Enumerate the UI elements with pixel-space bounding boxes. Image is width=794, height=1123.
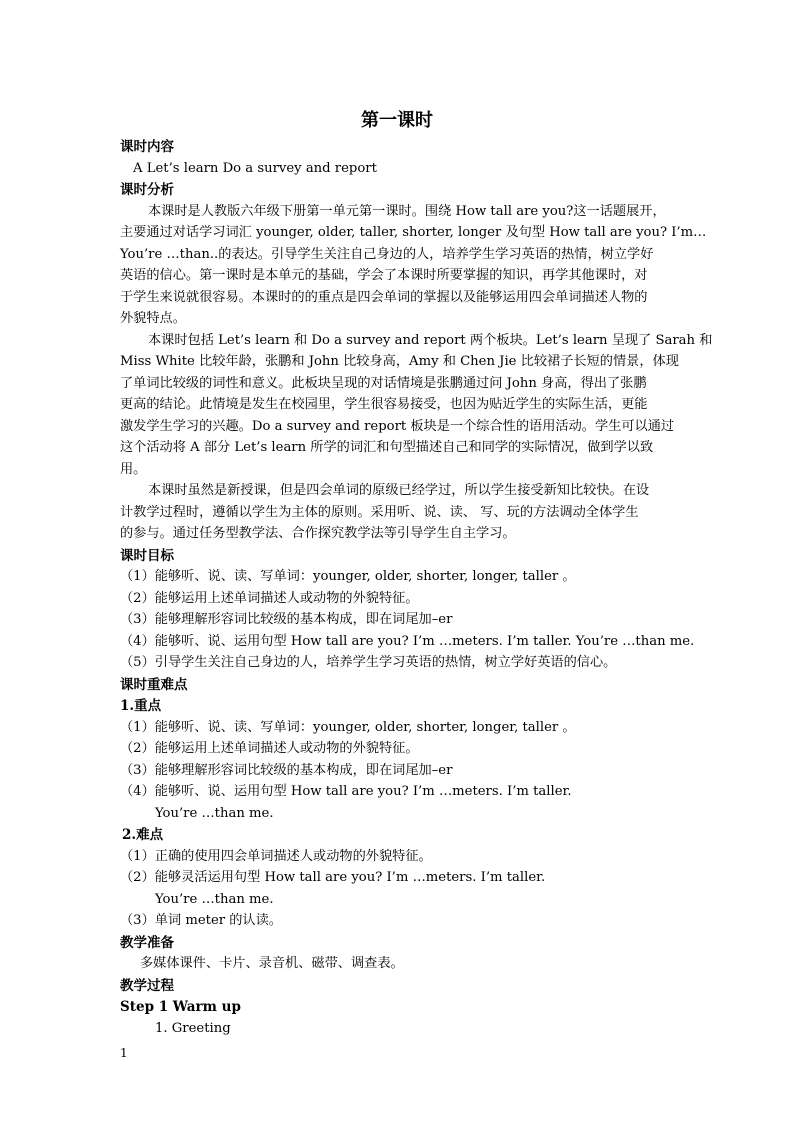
analysis-p1-line: 外貌特点。 xyxy=(120,311,186,326)
analysis-p2-line: Miss White 比较年龄，张鹏和 John 比较身高，Amy 和 Chen Jie 比较裙子长短的情景，体现 xyxy=(120,354,679,369)
preparation-line: 多媒体课件、卡片、录音机、磁带、调查表。 xyxy=(140,956,404,971)
section-heading-preparation: 教学准备 xyxy=(120,935,174,951)
goal-item: （3）能够理解形容词比较级的基本构成，即在词尾加–er xyxy=(120,612,453,627)
content-line: A Let’s learn Do a survey and report xyxy=(133,161,377,176)
page-number: 1 xyxy=(120,1046,128,1060)
analysis-p3-line: 的参与。通过任务型教学法、合作探究教学法等引导学生自主学习。 xyxy=(120,526,516,541)
analysis-p3-line: 本课时虽然是新授课，但是四会单词的原级已经学过，所以学生接受新知比较快。在设 xyxy=(148,483,650,498)
analysis-p2-line: 更高的结论。此情境是发生在校园里，学生很容易接受，也因为贴近学生的实际生活，更能 xyxy=(120,397,648,412)
analysis-p2-line: 本课时包括 Let’s learn 和 Do a survey and report 两个板块。Let’s learn 呈现了 Sarah 和 xyxy=(148,333,713,348)
step-item: 1. Greeting xyxy=(155,1021,231,1036)
key-item: （4）能够听、说、运用句型 How tall are you? I’m …meters. I’m taller. xyxy=(120,784,572,799)
section-heading-key-points: 课时重难点 xyxy=(120,677,188,693)
analysis-p1-line: 本课时是人教版六年级下册第一单元第一课时。围绕 How tall are you?这一话题展开， xyxy=(148,204,666,219)
analysis-p1-line: You’re …than..的表达。引导学生关注自己身边的人，培养学生学习英语的热情，树立学好 xyxy=(120,247,654,262)
analysis-p2-line: 激发学生学习的兴趣。Do a survey and report 板块是一个综合性的语用活动。学生可以通过 xyxy=(120,419,675,434)
key-item: （1）能够听、说、读、写单词：younger, older, shorter, longer, taller 。 xyxy=(120,720,576,735)
difficulty-item: （2）能够灵活运用句型 How tall are you? I’m …meters. I’m taller. xyxy=(120,870,546,885)
page-title: 第一课时 xyxy=(361,110,433,131)
goal-item: （5）引导学生关注自己身边的人，培养学生学习英语的热情，树立学好英语的信心。 xyxy=(120,655,617,670)
step-heading: Step 1 Warm up xyxy=(120,999,241,1015)
analysis-p1-line: 英语的信心。第一课时是本单元的基础，学会了本课时所要掌握的知识，再学其他课时，对 xyxy=(120,268,648,283)
difficulty-item-continuation: You’re …than me. xyxy=(155,892,274,907)
key-item: （2）能够运用上述单词描述人或动物的外貌特征。 xyxy=(120,741,419,756)
subheading-key: 1.重点 xyxy=(120,698,162,714)
difficulty-item: （3）单词 meter 的认读。 xyxy=(120,913,282,928)
difficulty-item: （1）正确的使用四会单词描述人或动物的外貌特征。 xyxy=(120,849,432,864)
section-heading-content: 课时内容 xyxy=(120,139,174,155)
goal-item: （1）能够听、说、读、写单词：younger, older, shorter, longer, taller 。 xyxy=(120,569,576,584)
goal-item: （2）能够运用上述单词描述人或动物的外貌特征。 xyxy=(120,591,419,606)
section-heading-process: 教学过程 xyxy=(120,978,174,994)
key-item-continuation: You’re …than me. xyxy=(155,806,274,821)
analysis-p1-line: 于学生来说就很容易。本课时的的重点是四会单词的掌握以及能够运用四会单词描述人物的 xyxy=(120,290,648,305)
subheading-difficulty: 2.难点 xyxy=(122,827,164,843)
analysis-p1-line: 主要通过对话学习词汇 younger, older, taller, shorter, longer 及句型 How tall are you? I’m… xyxy=(120,225,707,240)
analysis-p2-line: 用。 xyxy=(120,462,147,477)
section-heading-goals: 课时目标 xyxy=(120,548,174,564)
analysis-p3-line: 计教学过程时，遵循以学生为主体的原则。采用听、说、读、 写、玩的方法调动全体学生 xyxy=(120,505,639,520)
goal-item: （4）能够听、说、运用句型 How tall are you? I’m …meters. I’m taller. You’re …than me. xyxy=(120,634,695,649)
key-item: （3）能够理解形容词比较级的基本构成，即在词尾加–er xyxy=(120,763,453,778)
analysis-p2-line: 了单词比较级的词性和意义。此板块呈现的对话情境是张鹏通过问 John 身高，得出了张鹏 xyxy=(120,376,647,391)
section-heading-analysis: 课时分析 xyxy=(120,182,174,198)
analysis-p2-line: 这个活动将 A 部分 Let’s learn 所学的词汇和句型描述自己和同学的实际情况，做到学以致 xyxy=(120,440,654,455)
